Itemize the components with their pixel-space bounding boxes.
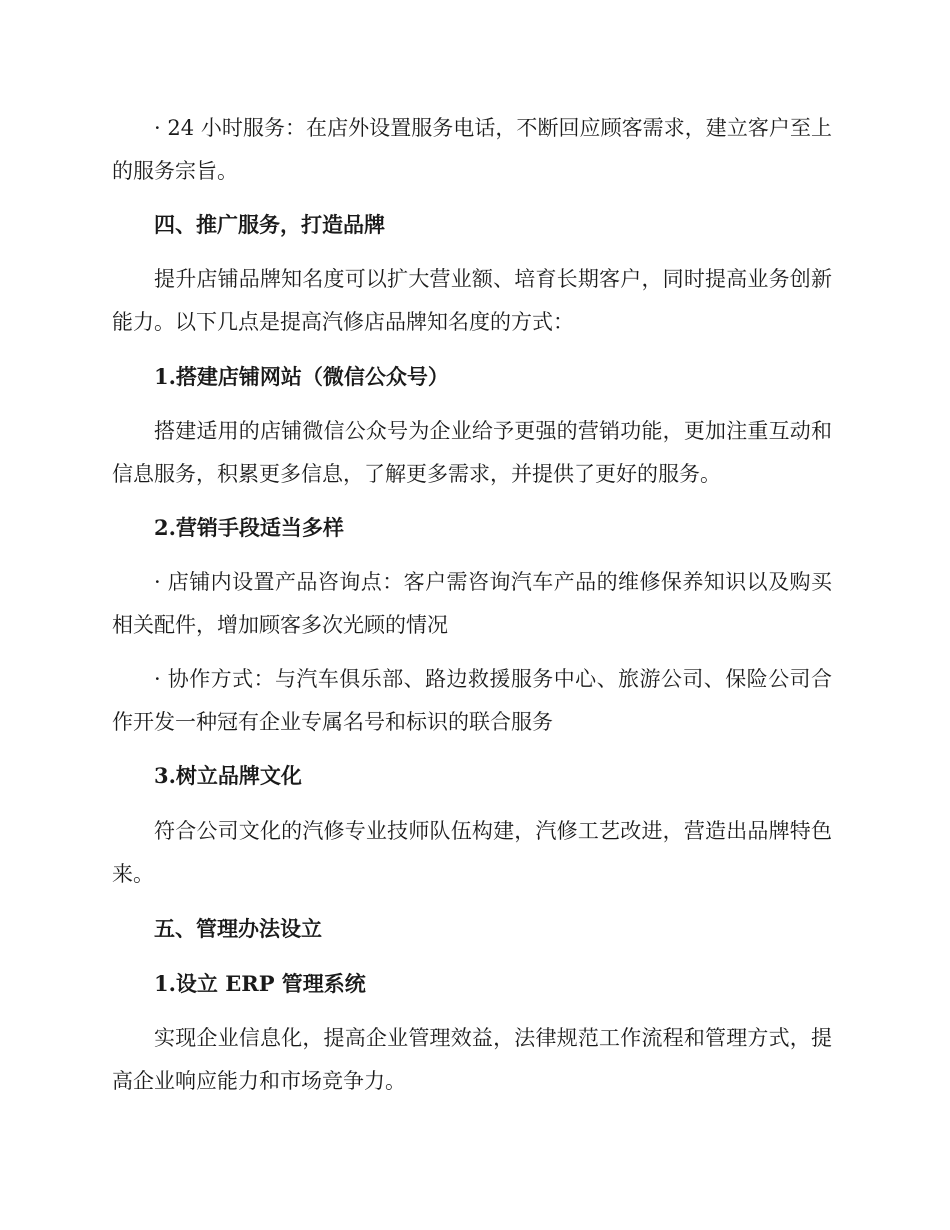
paragraph-erp-benefits: 实现企业信息化，提高企业管理效益，法律规范工作流程和管理方式，提高企业响应能力和市场竞争力。 (112, 1026, 832, 1093)
section-heading-management: 五、管理办法设立 (154, 916, 322, 941)
bullet-24h-service: · 24 小时服务：在店外设置服务电话，不断回应顾客需求，建立客户至上的服务宗旨。 (112, 116, 832, 183)
subheading-erp-system: 1.设立 ERP 管理系统 (154, 971, 366, 996)
bullet-consultation-point: · 店铺内设置产品咨询点：客户需咨询汽车产品的维修保养知识以及购买相关配件，增加顾客多次光顾的情况 (112, 570, 832, 637)
paragraph-brand-awareness: 提升店铺品牌知名度可以扩大营业额、培育长期客户，同时提高业务创新能力。以下几点是提高汽修店品牌知名度的方式： (112, 267, 832, 334)
bullet-cooperation: · 协作方式：与汽车俱乐部、路边救援服务中心、旅游公司、保险公司合作开发一种冠有企业专属名号和标识的联合服务 (112, 667, 832, 734)
subheading-marketing-means: 2.营销手段适当多样 (154, 515, 344, 540)
paragraph-wechat-account: 搭建适用的店铺微信公众号为企业给予更强的营销功能，更加注重互动和信息服务，积累更多信息，了解更多需求，并提供了更好的服务。 (112, 419, 832, 486)
subheading-brand-culture: 3.树立品牌文化 (154, 763, 302, 788)
section-heading-promotion: 四、推广服务，打造品牌 (154, 212, 385, 237)
subheading-build-website: 1.搭建店铺网站（微信公众号） (154, 364, 449, 389)
paragraph-brand-culture: 符合公司文化的汽修专业技师队伍构建，汽修工艺改进，营造出品牌特色来。 (112, 819, 832, 886)
